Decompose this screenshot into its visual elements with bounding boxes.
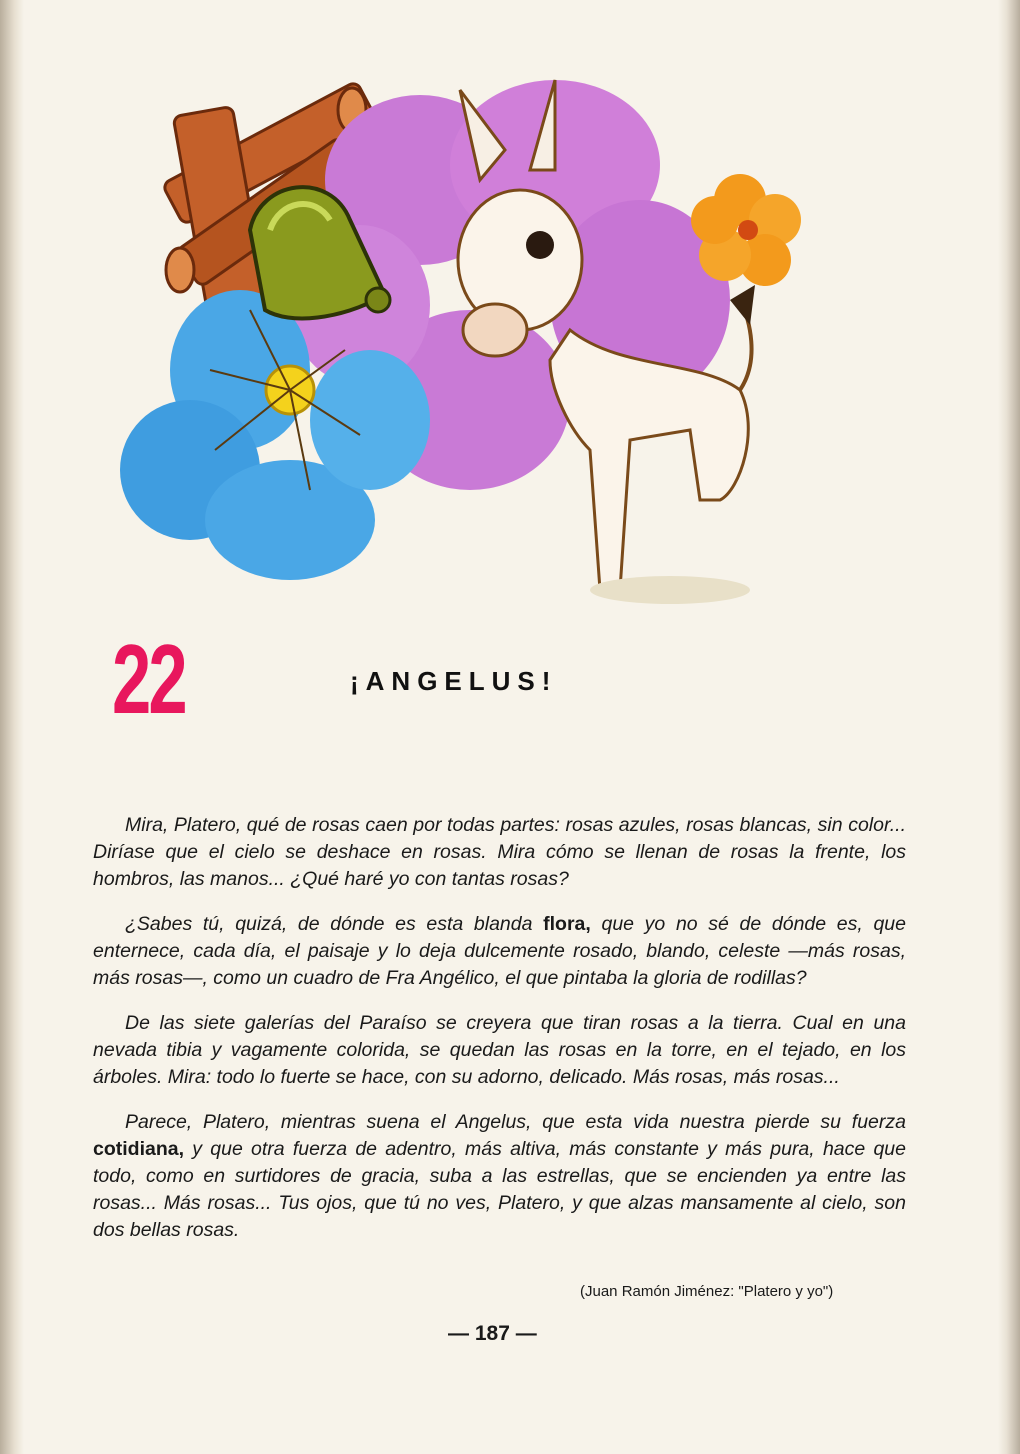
page-edge-shadow [998,0,1020,1454]
page-number: — 187 — [448,1322,537,1345]
orange-flower-icon [691,174,801,286]
paragraph-1: Mira, Platero, qué de rosas caen por todas partes: rosas azules, rosas blancas, sin color... Diríase que el cielo se deshace en rosas. Mira cómo se llenan de rosas la frente, los hombros, las manos... ¿Qué haré yo con tantas rosas? [93,814,906,890]
body-text [93,812,906,1262]
paragraph-4: Parece, Platero, mientras suena el Angelus, que esta vida nuestra pierde su fuerza cotidiana, y que otra fuerza de adentro, más altiva, más constante y más pura, hace que todo, como en surtidores de gracia, suba a las estrellas, que se encienden ya entre las rosas... Más rosas... Tus ojos, que tú no ves, Platero, y que alzas mansamente al cielo, son dos bellas rosas. [93,1111,906,1241]
chapter-number: 22 [112,624,185,734]
emphasis-flora: flora, [543,913,591,935]
paragraph-3: De las siete galerías del Paraíso se creyera que tiran rosas a la tierra. Cual en una nevada tibia y vagamente colorida, se quedan las rosas en la torre, en el tejado, en los árboles. Mira: todo lo fuerte se hace, con su adorno, delicado. Más rosas, más rosas... [93,1012,906,1088]
emphasis-cotidiana: cotidiana, [93,1138,185,1160]
page-spine-shadow [0,0,24,1454]
citation: (Juan Ramón Jiménez: "Platero y yo") [580,1283,834,1300]
paragraph-2: ¿Sabes tú, quizá, de dónde es esta blanda flora, que yo no sé de dónde es, que enternece, cada día, el paisaje y lo deja dulcemente rosado, blando, celeste —más rosas, más rosas—, como un cuadro de Fra Angélico, el que pintaba la gloria de rodillas? [93,913,906,989]
illustration-platero-bell-flowers [100,70,820,630]
chapter-title: ¡ANGELUS! [350,666,558,696]
